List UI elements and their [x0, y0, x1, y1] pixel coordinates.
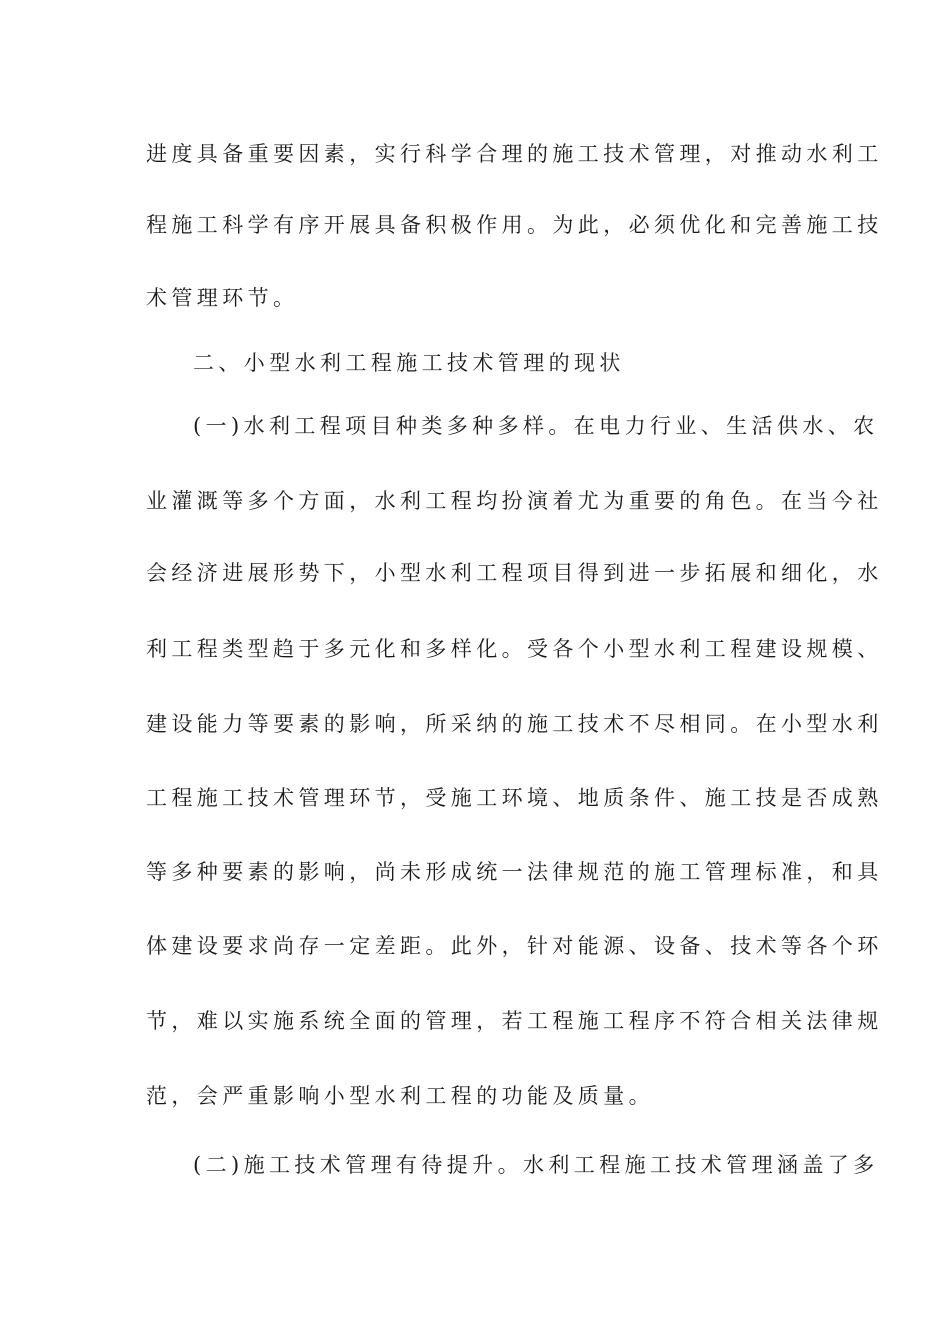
paragraph-line: (二)施工技术管理有待提升。水利工程施工技术管理涵盖了多	[193, 1153, 879, 1177]
paragraph-line: 范，会严重影响小型水利工程的功能及质量。	[146, 1084, 654, 1108]
section-heading: 二、小型水利工程施工技术管理的现状	[193, 351, 625, 375]
paragraph-line: 利工程类型趋于多元化和多样化。受各个小型水利工程建设规模、	[146, 637, 883, 661]
paragraph-line: 节，难以实施系统全面的管理，若工程施工程序不符合相关法律规	[146, 1009, 883, 1033]
paragraph-line: 进度具备重要因素，实行科学合理的施工技术管理，对推动水利工	[146, 142, 883, 166]
paragraph-line: 业灌溉等多个方面，水利工程均扮演着尤为重要的角色。在当今社	[146, 489, 883, 513]
paragraph-line: 建设能力等要素的影响，所采纳的施工技术不尽相同。在小型水利	[146, 712, 883, 736]
paragraph-line: 体建设要求尚存一定差距。此外，针对能源、设备、技术等各个环	[146, 934, 883, 958]
paragraph-line: 会经济进展形势下，小型水利工程项目得到进一步拓展和细化，水	[146, 561, 883, 585]
paragraph-line: 工程施工技术管理环节，受施工环境、地质条件、施工技是否成熟	[146, 786, 883, 810]
paragraph-line: 等多种要素的影响，尚未形成统一法律规范的施工管理标准，和具	[146, 860, 883, 884]
paragraph-line: 程施工科学有序开展具备积极作用。为此，必须优化和完善施工技	[146, 213, 883, 237]
paragraph-line: (一)水利工程项目种类多种多样。在电力行业、生活供水、农	[193, 414, 879, 438]
paragraph-line: 术管理环节。	[146, 286, 299, 310]
